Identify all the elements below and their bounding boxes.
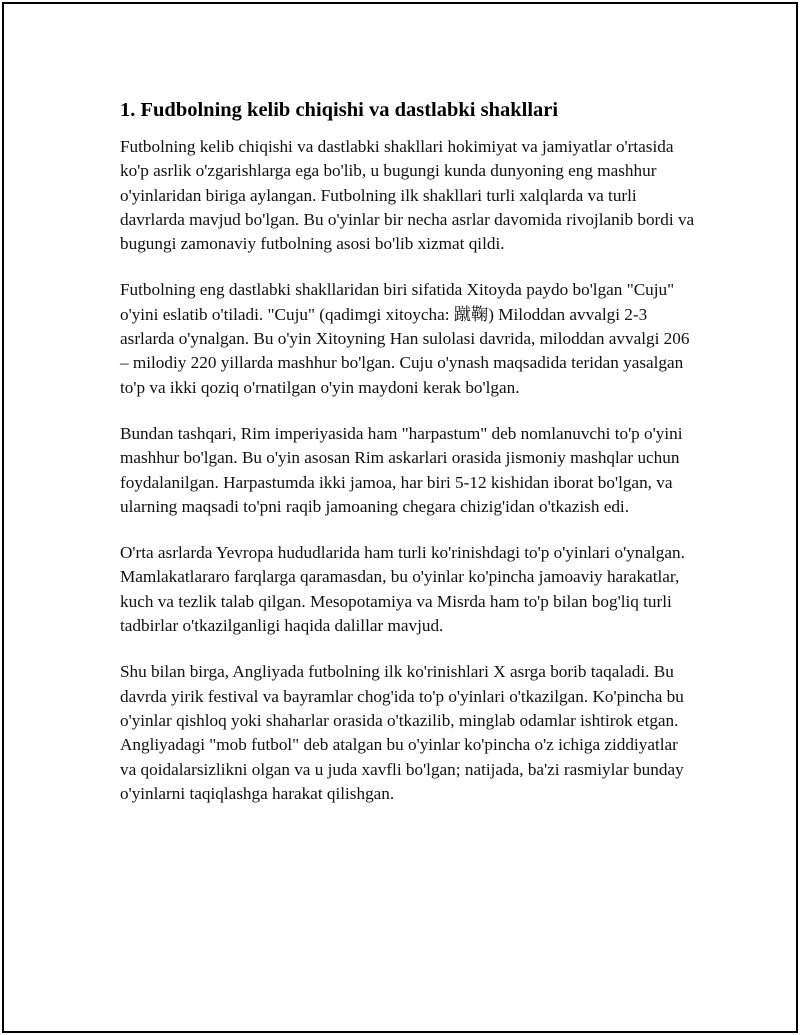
paragraph-middle-ages: O'rta asrlarda Yevropa hududlarida ham turli ko'rinishdagi to'p o'yinlari o'ynalgan. Mamlakatlararo farqlarga qaramasdan, bu o'yinlar ko'pincha jamoaviy harakatlar, kuch va tezlik talab qilgan. Mesopotamiya va Misrda ham to'p bilan bog'liq turli tadbirlar o'tkazilganligi haqida dalillar mavjud. (120, 543, 685, 636)
paragraph-harpastum: Bundan tashqari, Rim imperiyasida ham "harpastum" deb nomlanuvchi to'p o'yini mashhur bo'lgan. Bu o'yin asosan Rim askarlari orasida jismoniy mashqlar uchun foydalanilgan. Harpastumda ikki jamoa, har biri 5-12 kishidan iborat bo'lgan, va ularning maqsadi to'pni raqib jamoaning chegara chizig'idan o'tkazish edi. (120, 423, 683, 516)
paragraph-cuju: Futbolning eng dastlabki shakllaridan biri sifatida Xitoyda paydo bo'lgan "Cuju" o'yini eslatib o'tiladi. "Cuju" (qadimgi xitoycha: 蹴鞠) Miloddan avvalgi 2-3 asrlarda o'ynalgan. Bu o'yin Xitoyning Han sulolasi davrida, miloddan avvalgi 206 – milodiy 220 yillarda mashhur bo'lgan. Cuju o'ynash maqsadida teridan yasalgan to'p va ikki qoziq o'rnatilgan o'yin maydoni kerak bo'lgan. (120, 280, 690, 397)
document-body (120, 96, 695, 828)
paragraph-origins: Futbolning kelib chiqishi va dastlabki shakllari hokimiyat va jamiyatlar o'rtasida ko'p asrlik o'zgarishlarga ega bo'lib, u bugungi kunda dunyoning eng mashhur o'yinlaridan biriga aylangan. Futbolning ilk shakllari turli xalqlarda va turli davrlarda mavjud bo'lgan. Bu o'yinlar bir necha asrlar davomida rivojlanib bordi va bugungi zamonaviy futbolning asosi bo'lib xizmat qildi. (120, 137, 695, 254)
section-heading: 1. Fudbolning kelib chiqishi va dastlabki shakllari (120, 99, 559, 121)
document-page (2, 2, 798, 1033)
paragraph-england: Shu bilan birga, Angliyada futbolning ilk ko'rinishlari X asrga borib taqaladi. Bu davrda yirik festival va bayramlar chog'ida to'p o'yinlari o'tkazilgan. Ko'pincha bu o'yinlar qishloq yoki shaharlar orasida o'tkazilib, minglab odamlar ishtirok etgan. Angliyadagi "mob futbol" deb atalgan bu o'yinlar ko'pincha o'z ichiga ziddiyatlar va qoidalarsizlikni olgan va u juda xavfli bo'lgan; natijada, ba'zi rasmiylar bunday o'yinlarni taqiqlashga harakat qilishgan. (120, 662, 684, 803)
